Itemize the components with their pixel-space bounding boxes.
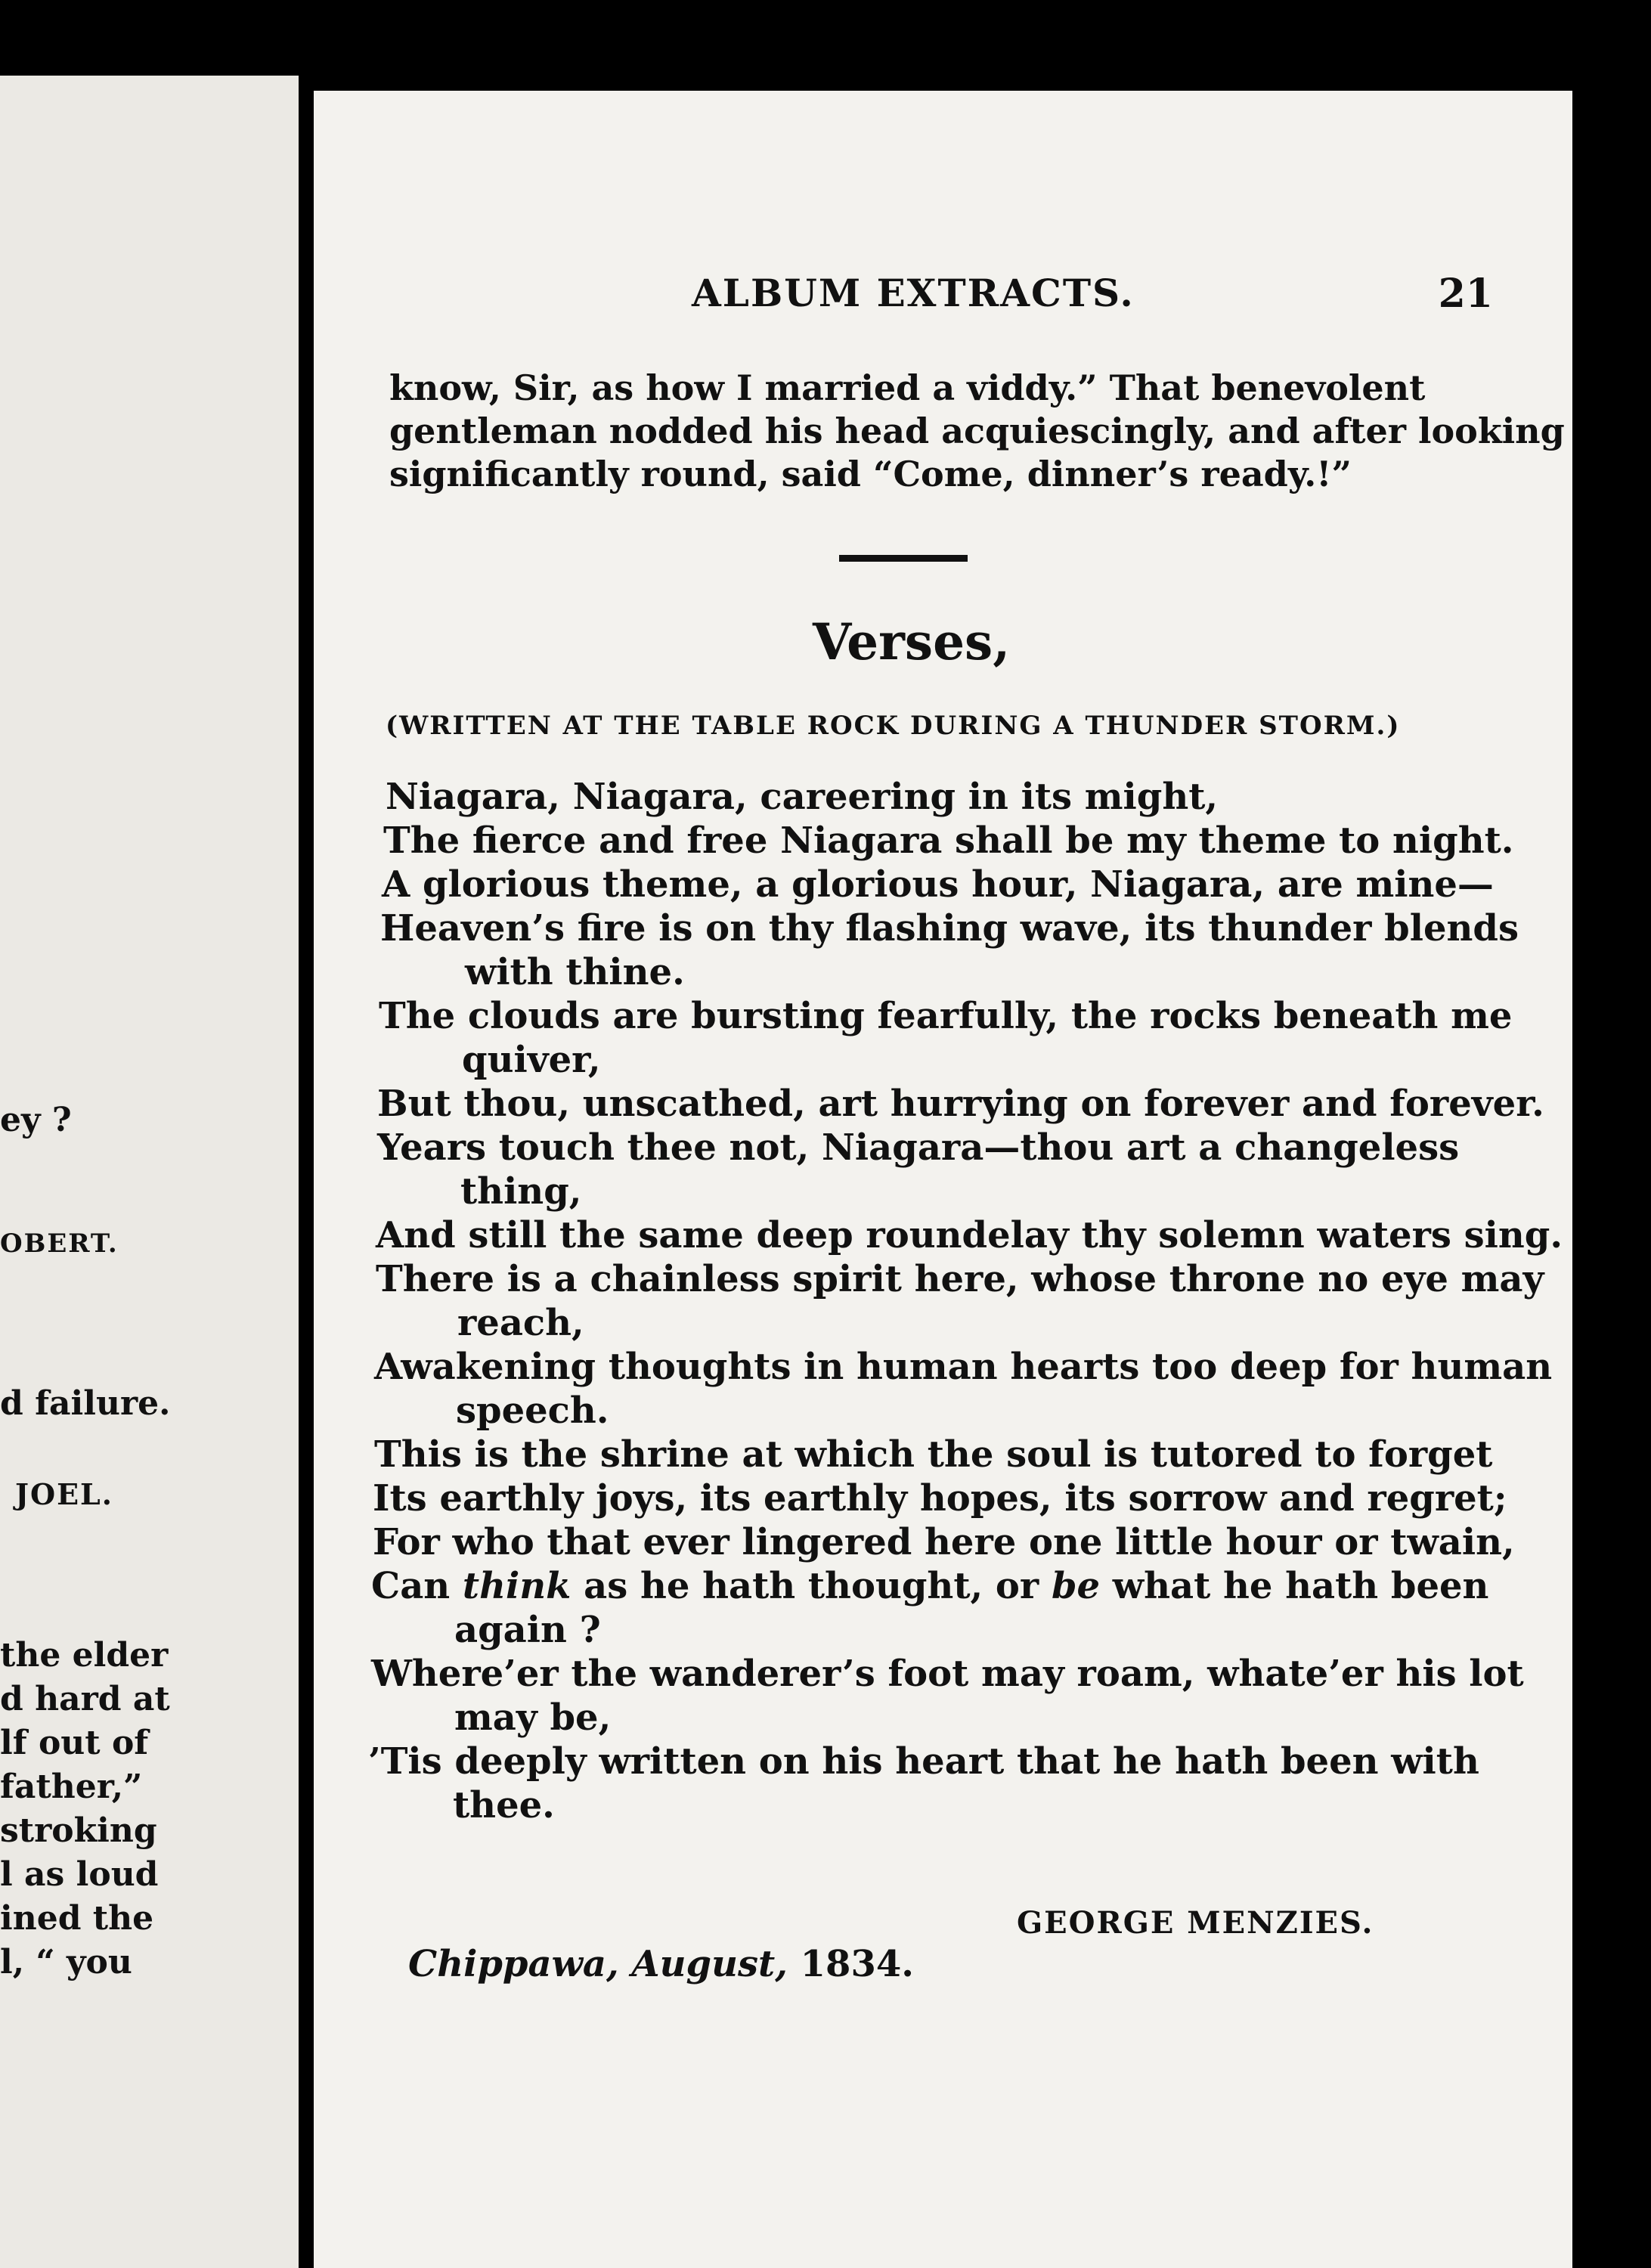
verse-line-continuation: reach, — [457, 1302, 584, 1344]
verse-line: Heaven’s fire is on thy flashing wave, its thunder blends — [380, 907, 1519, 950]
poem-subtitle: (WRITTEN AT THE TABLE ROCK DURING A THUNDER STORM.) — [386, 711, 1401, 741]
facing-text-line: ey ? — [0, 1101, 72, 1139]
facing-text-line: JOEL. — [15, 1477, 113, 1511]
verse-line: And still the same deep roundelay thy solemn waters sing. — [376, 1214, 1563, 1256]
running-head: ALBUM EXTRACTS. — [692, 271, 1135, 315]
dateline-year: 1834. — [800, 1943, 914, 1985]
verse-line-continuation: speech. — [456, 1390, 609, 1432]
prose-line: significantly round, said “Come, dinner’s ready.!” — [389, 454, 1352, 494]
prose-line: know, Sir, as how I married a viddy.” That benevolent — [389, 367, 1426, 408]
facing-text-line: the elder — [0, 1636, 169, 1675]
poem-author: GEORGE MENZIES. — [1017, 1905, 1374, 1941]
prose-line: gentleman nodded his head acquiescingly, and after looking — [389, 411, 1565, 451]
verse-emphasis: think — [462, 1565, 572, 1607]
verse-line: This is the shrine at which the soul is tutored to forget — [374, 1433, 1493, 1476]
verse-line — [371, 1565, 1489, 1607]
poem-dateline — [408, 1943, 914, 1985]
page-number: 21 — [1438, 271, 1493, 317]
verse-word: what he hath been — [1112, 1565, 1489, 1607]
verse-line: There is a chainless spirit here, whose throne no eye may — [376, 1258, 1544, 1300]
section-rule — [839, 555, 968, 562]
page-gutter — [299, 91, 314, 2268]
verse-line: Awakening thoughts in human hearts too deep for human — [374, 1346, 1553, 1388]
verse-line: A glorious theme, a glorious hour, Niagara, are mine— — [382, 863, 1494, 906]
verse-line-continuation: quiver, — [462, 1039, 601, 1081]
verse-emphasis: be — [1051, 1565, 1101, 1607]
facing-text-line: stroking — [0, 1811, 157, 1850]
poem-title: Verses, — [813, 612, 1011, 671]
verse-line: ’Tis deeply written on his heart that he hath been with — [368, 1740, 1479, 1783]
verse-line-continuation: may be, — [454, 1696, 612, 1739]
verse-line-continuation: again ? — [454, 1609, 601, 1651]
verse-line: For who that ever lingered here one little hour or twain, — [373, 1521, 1515, 1563]
facing-text-line: father,” — [0, 1768, 143, 1806]
verse-line-continuation: with thine. — [465, 951, 685, 993]
verse-line: But thou, unscathed, art hurrying on forever and forever. — [377, 1083, 1544, 1125]
verse-line: Where’er the wanderer’s foot may roam, whate’er his lot — [371, 1653, 1524, 1695]
verse-line-continuation: thing, — [460, 1170, 582, 1213]
verse-line: Its earthly joys, its earthly hopes, its sorrow and regret; — [373, 1477, 1507, 1520]
facing-text-line: l, “ you — [0, 1943, 132, 1981]
facing-page-fragment — [0, 76, 299, 2268]
verse-line: Niagara, Niagara, careering in its might, — [386, 776, 1219, 818]
facing-text-line: d hard at — [0, 1680, 170, 1718]
facing-text-line: lf out of — [0, 1724, 149, 1762]
dateline-place: Chippawa, August, — [408, 1943, 788, 1985]
facing-text-line: d failure. — [0, 1384, 171, 1423]
facing-text-line: l as loud — [0, 1855, 159, 1894]
verse-word: Can — [371, 1565, 451, 1607]
verse-line: The fierce and free Niagara shall be my theme to night. — [383, 820, 1514, 862]
verse-line: The clouds are bursting fearfully, the rocks beneath me — [379, 995, 1513, 1037]
facing-text-line: OBERT. — [0, 1228, 119, 1259]
facing-text-line: ined the — [0, 1899, 154, 1938]
verse-word: as he hath thought, or — [584, 1565, 1039, 1607]
book-page — [314, 91, 1572, 2268]
verse-line: Years touch thee not, Niagara—thou art a changeless — [377, 1126, 1460, 1169]
verse-line-continuation: thee. — [453, 1784, 555, 1826]
